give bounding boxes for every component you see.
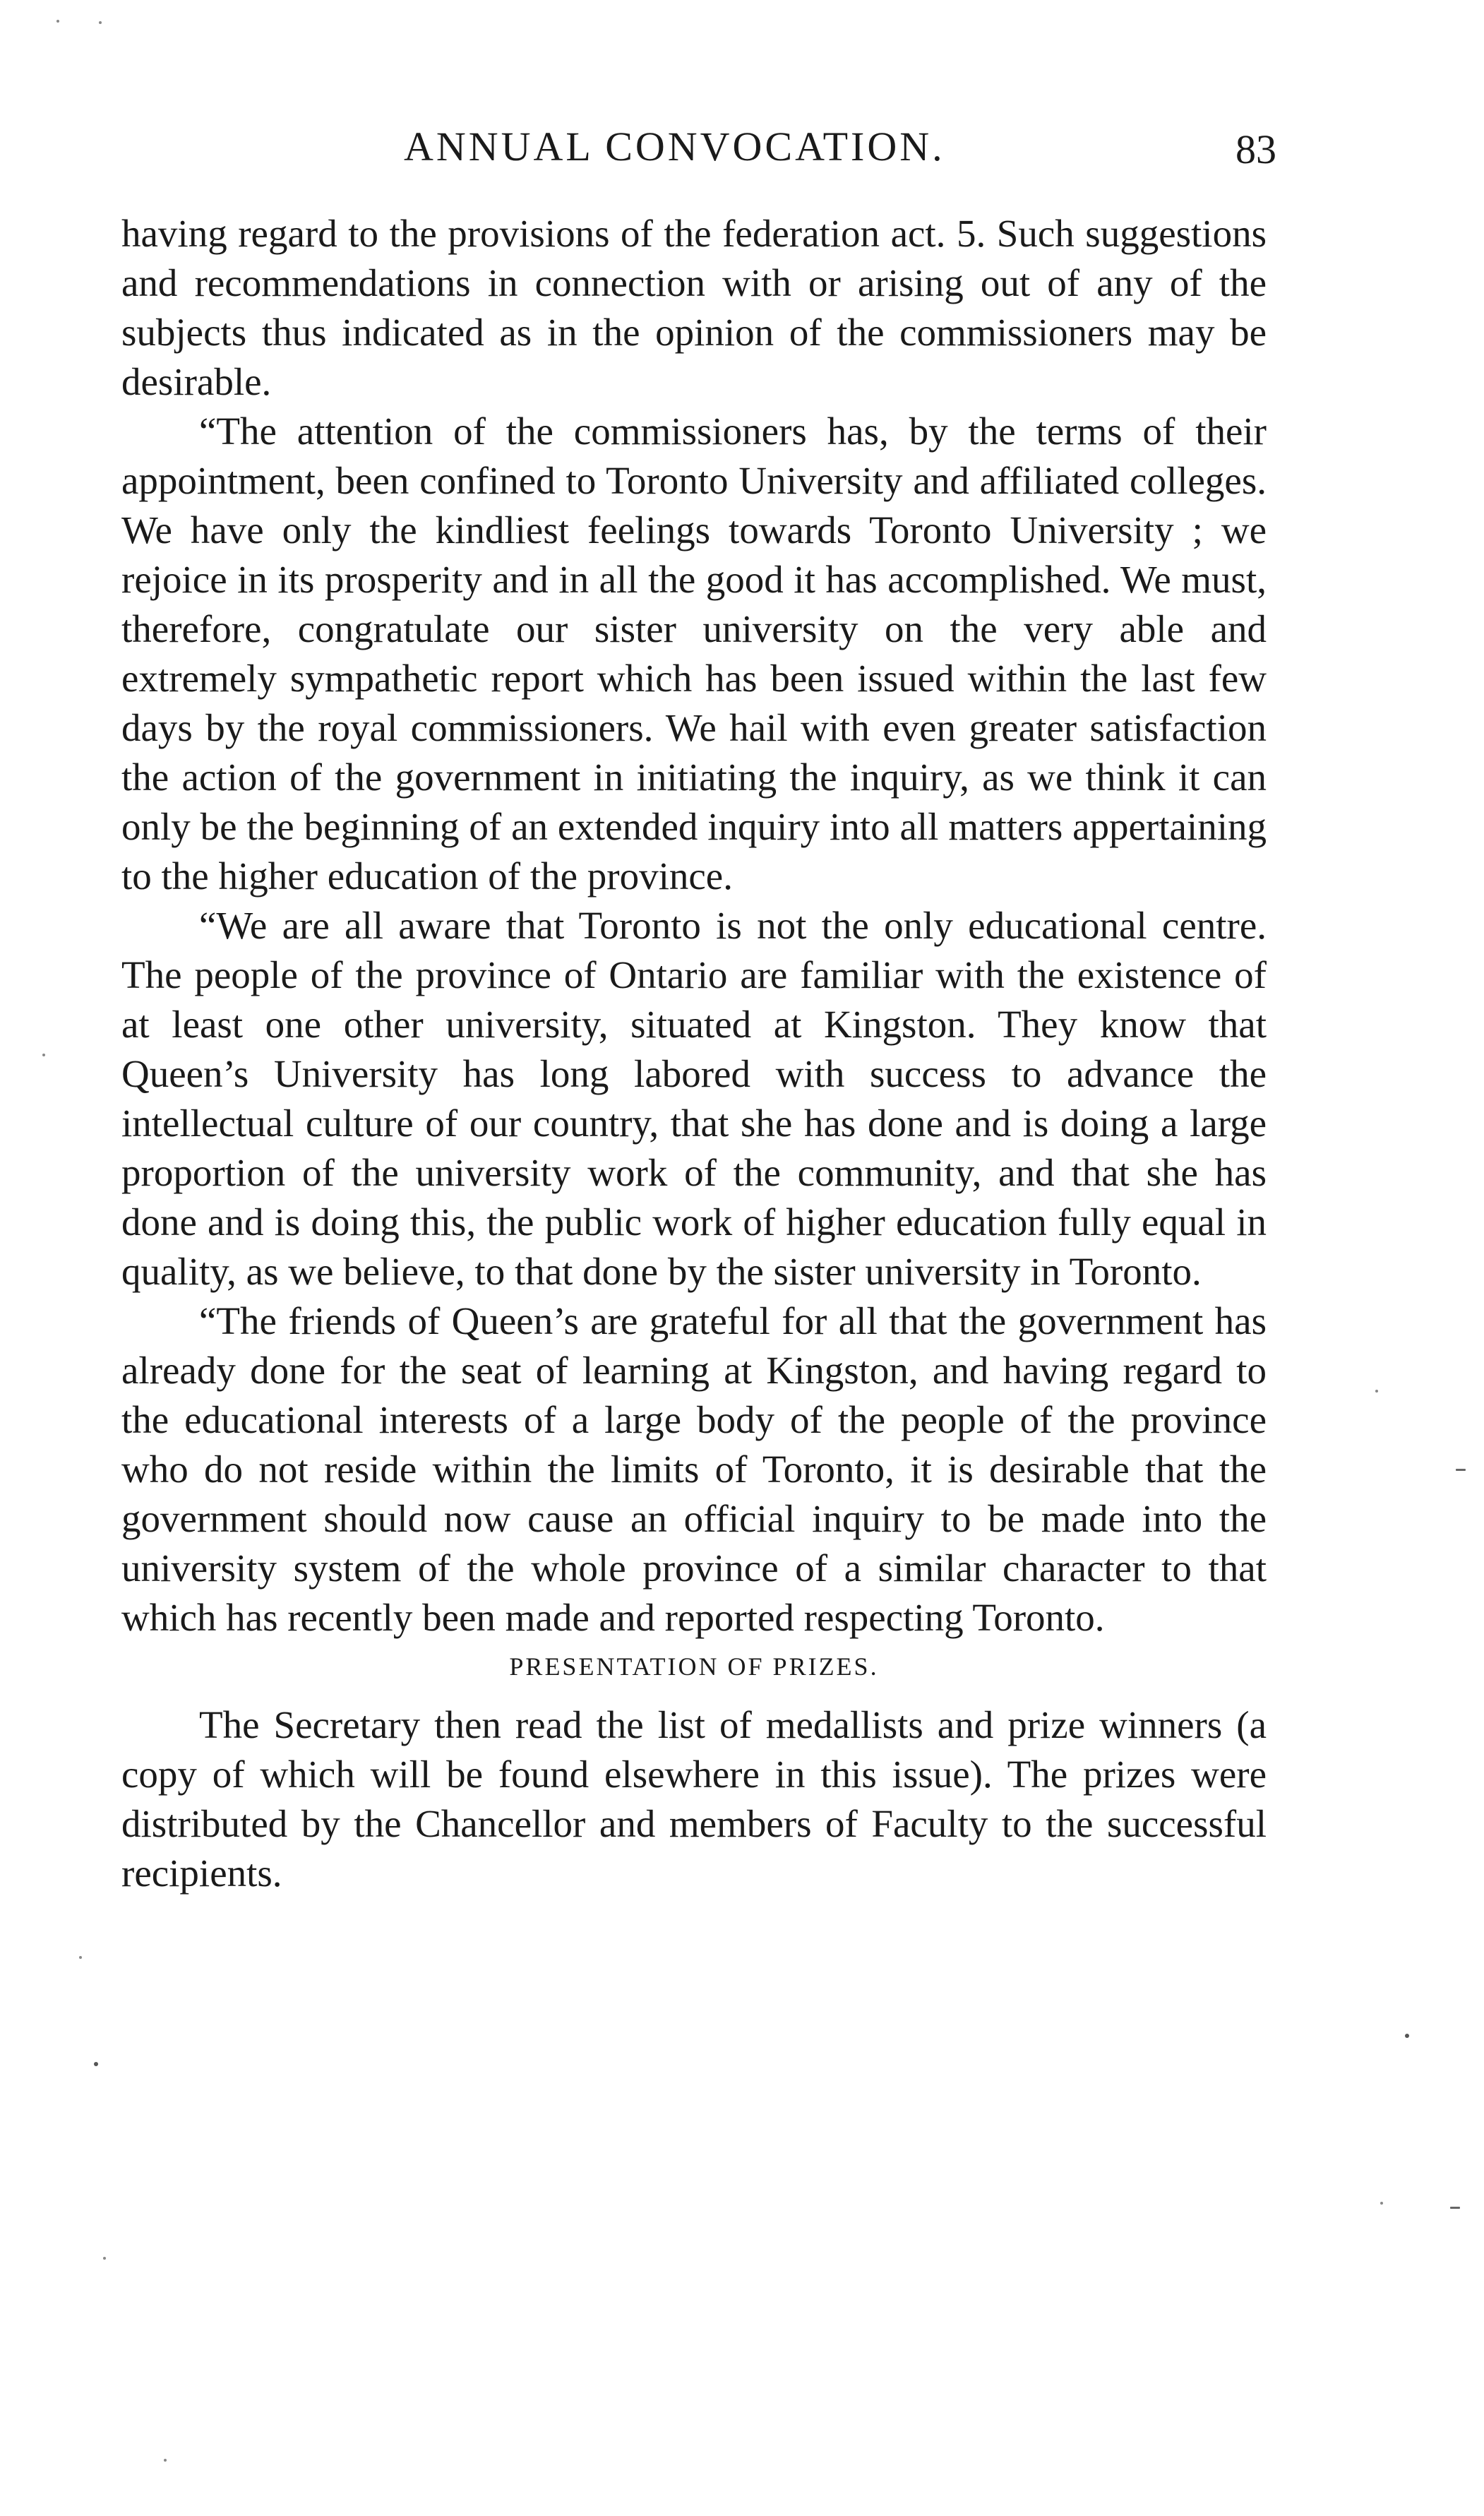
running-head: [121, 119, 1293, 182]
paragraph-commission-terms: having regard to the provisions of the federation act. 5. Such suggestions and recommendations in connection with or arising out of any of the subjects thus indicated as in the opinion of the commissioners may be desirable.: [121, 212, 1267, 403]
scan-speck: [103, 2257, 106, 2260]
scan-speck: [164, 2459, 167, 2462]
section-heading: PRESENTATION OF PRIZES.: [509, 1652, 879, 1681]
scan-speck: [79, 1956, 82, 1959]
scan-speck: [1450, 2207, 1460, 2209]
page-number: 83: [1235, 126, 1276, 172]
running-title: ANNUAL CONVOCATION.: [404, 124, 945, 169]
scan-speck: [56, 20, 59, 23]
scan-speck: [1380, 2202, 1383, 2205]
paragraph-educational-centre: “We are all aware that Toronto is not the only educational centre. The people of the province of Ontario are familiar with the existence of at least one other university, situated at Kingston. They know that Queen’s University has long labored with success to advance the intellectual culture of our country, that she has done and is doing a large proportion of the university work of the community, and that she has done and is doing this, the public work of higher education fully equal in quality, as we believe, to that done by the sister university in Toronto.: [121, 904, 1267, 1293]
paragraph-toronto-university: “The attention of the commissioners has, by the terms of their appointment, been confined to Toronto University and affiliated colleges. We have only the kindliest feelings towards Toronto University ; we rejoice in its prosperity and in all the good it has accomplished. We must, therefore, congratulate our sister university on the very able and extremely sympathetic report which has been issued within the last few days by the royal commissioners. We hail with even greater satisfaction the action of the government in initiating the inquiry, as we think it can only be the beginning of an extended inquiry into all matters appertaining to the higher education of the province.: [121, 410, 1267, 898]
scan-speck: [94, 2062, 98, 2066]
paragraph-prizes: The Secretary then read the list of medallists and prize winners (a copy of which will be found elsewhere in this issue). The prizes were distributed by the Chancellor and members of Faculty to the successful recipients.: [121, 1703, 1267, 1895]
scan-speck: [1456, 1469, 1466, 1471]
scan-speck: [1375, 1390, 1378, 1393]
scan-speck: [1405, 2034, 1409, 2038]
body-text: [121, 209, 1267, 1898]
paragraph-friends-of-queens: “The friends of Queen’s are grateful for all that the government has already done for the seat of learning at Kingston, and having regard to the educational interests of a large body of the people of the province who do not reside within the limits of Toronto, it is desirable that the government should now cause an official inquiry to be made into the university system of the whole province of a similar character to that which has recently been made and reported respecting Toronto.: [121, 1299, 1267, 1639]
scan-speck: [42, 1054, 45, 1056]
scan-speck: [99, 21, 102, 24]
